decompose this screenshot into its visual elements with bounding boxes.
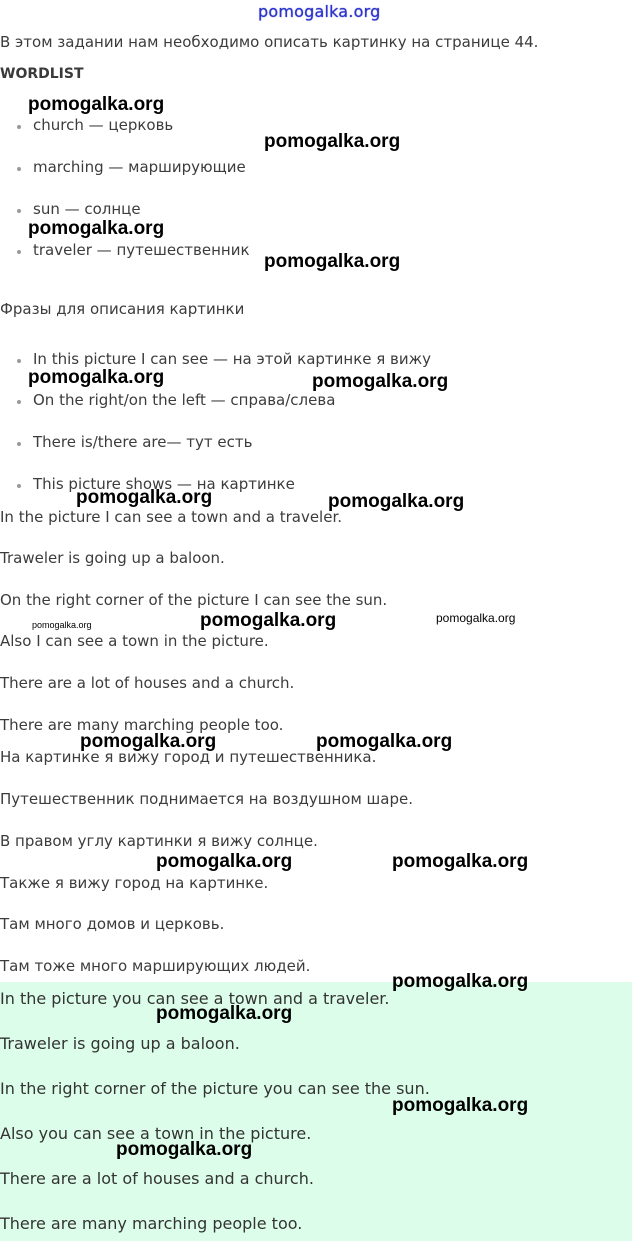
watermark: pomogalka.org (264, 131, 401, 152)
watermark: pomogalka.org (28, 218, 165, 239)
watermark: pomogalka.org (116, 1139, 253, 1160)
list-item: In this picture I can see — на этой картинке я вижу (33, 350, 432, 368)
text-line: On the right corner of the picture I can see the sun. (0, 591, 388, 609)
text-line: In the picture I can see a town and a traveler. (0, 508, 342, 526)
bullet-icon (17, 400, 21, 404)
text-line: There are many marching people too. (0, 716, 284, 734)
text-line: В правом углу картинки я вижу солнце. (0, 832, 318, 850)
list-item: traveler — путешественник (33, 241, 250, 259)
text-line: Там много домов и церковь. (0, 915, 225, 933)
bullet-icon (17, 167, 21, 171)
watermark: pomogalka.org (200, 610, 337, 631)
list-item: sun — солнце (33, 200, 141, 218)
watermark: pomogalka.org (156, 1003, 293, 1024)
answer-box (0, 982, 632, 1241)
bullet-icon (17, 484, 21, 488)
text-line: Traweler is going up a baloon. (0, 549, 225, 567)
answer-line: There are many marching people too. (0, 1214, 303, 1233)
bullet-icon (17, 359, 21, 363)
watermark: pomogalka.org (436, 611, 516, 625)
answer-line: Also you can see a town in the picture. (0, 1124, 312, 1143)
list-item: church — церковь (33, 116, 174, 134)
list-item: On the right/on the left — справа/слева (33, 391, 336, 409)
wordlist-heading: WORDLIST (0, 66, 84, 82)
watermark: pomogalka.org (156, 851, 293, 872)
text-line: Also I can see a town in the picture. (0, 632, 269, 650)
watermark: pomogalka.org (328, 491, 465, 512)
answer-line: In the right corner of the picture you can see the sun. (0, 1079, 430, 1098)
watermark: pomogalka.org (32, 620, 92, 630)
list-item: This picture shows — на картинке (33, 475, 295, 493)
bullet-icon (17, 442, 21, 446)
answer-line: There are a lot of houses and a church. (0, 1169, 314, 1188)
text-line: There are a lot of houses and a church. (0, 674, 295, 692)
watermark: pomogalka.org (28, 94, 165, 115)
bullet-icon (17, 125, 21, 129)
site-title[interactable]: pomogalka.org (258, 2, 381, 21)
watermark: pomogalka.org (312, 371, 449, 392)
watermark: pomogalka.org (392, 1095, 529, 1116)
watermark: pomogalka.org (80, 731, 217, 752)
watermark: pomogalka.org (316, 731, 453, 752)
text-line: Путешественник поднимается на воздушном шаре. (0, 790, 413, 808)
list-item: There is/there are— тут есть (33, 433, 253, 451)
intro-text: В этом задании нам необходимо описать картинку на странице 44. (0, 33, 539, 51)
list-item: marching — марширующие (33, 158, 246, 176)
watermark: pomogalka.org (76, 487, 213, 508)
watermark: pomogalka.org (264, 251, 401, 272)
text-line: Также я вижу город на картинке. (0, 874, 269, 892)
text-line: На картинке я вижу город и путешественника. (0, 748, 377, 766)
answer-line: Traweler is going up a baloon. (0, 1034, 240, 1053)
bullet-icon (17, 209, 21, 213)
bullet-icon (17, 250, 21, 254)
answer-line: In the picture you can see a town and a traveler. (0, 989, 390, 1008)
text-line: Там тоже много марширующих людей. (0, 957, 311, 975)
watermark: pomogalka.org (392, 971, 529, 992)
watermark: pomogalka.org (392, 851, 529, 872)
phrases-heading: Фразы для описания картинки (0, 300, 245, 318)
watermark: pomogalka.org (28, 367, 165, 388)
